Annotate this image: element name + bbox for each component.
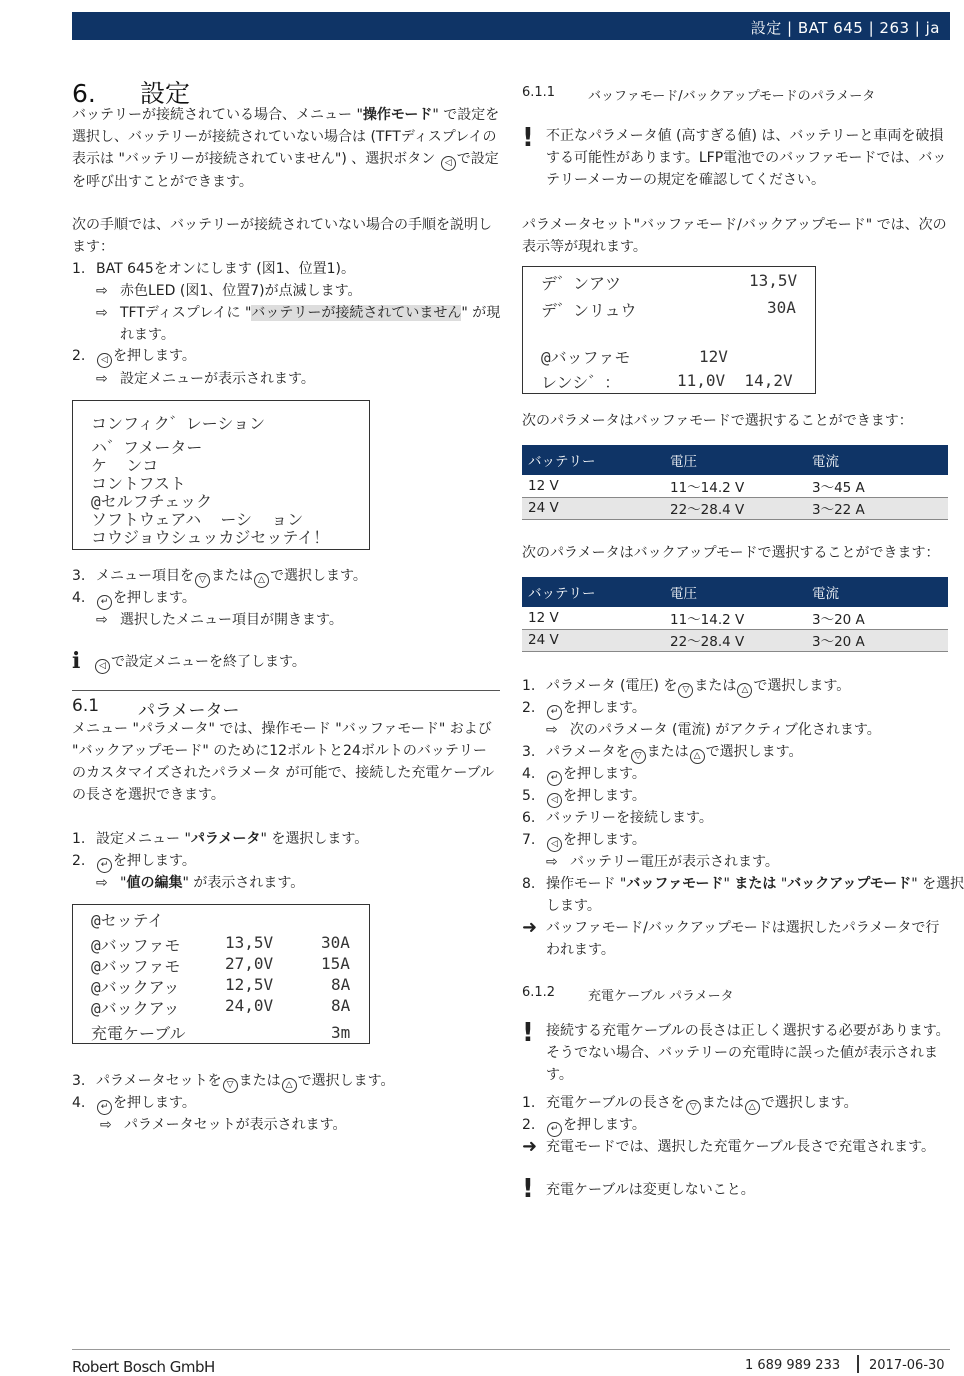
list-text-a: パラメータ (電圧) を <box>546 678 678 694</box>
list-text-bold: または <box>734 876 777 892</box>
left-button-icon: ◁ <box>97 353 112 368</box>
intro-bold: 操作モード <box>362 107 433 123</box>
subsection-heading <box>72 696 500 720</box>
table-header: 電流 <box>806 445 948 475</box>
table-cell: 3～20 A <box>806 629 948 651</box>
warning-text: 充電ケーブルは変更しないこと。 <box>546 1182 755 1198</box>
list-text-g: " を選択 <box>911 876 964 892</box>
lcd-parameter-list <box>72 904 370 1044</box>
subsection-number: 6.1 <box>72 696 100 716</box>
list-text-main: を押します。 <box>113 348 196 364</box>
list-text-bold: パラメータ <box>190 831 261 847</box>
footer-docnum: 1 689 989 233 <box>745 1358 841 1373</box>
warning-note <box>522 1176 950 1204</box>
list-text-a: パラメータを <box>546 744 630 760</box>
subsection-number: 6.1.1 <box>522 85 556 100</box>
list-text <box>96 850 196 873</box>
table-cell: 24 V <box>522 497 664 519</box>
down-button-icon: ▽ <box>223 1078 238 1093</box>
list-text-bold: バックアップモード <box>787 876 912 892</box>
subsection-heading <box>522 85 950 105</box>
list-text-main: を押します。 <box>113 590 196 606</box>
info-text-main: で設定メニューを終了します。 <box>111 654 306 670</box>
list-number: 2. <box>522 700 536 716</box>
lcd-cell: @バッファモ <box>91 936 181 955</box>
table-cell: 11～14.2 V <box>664 607 806 629</box>
list-text-main: を押します。 <box>563 766 646 782</box>
lcd-cell: 12V <box>699 347 728 366</box>
table-cell: 3～20 A <box>806 607 948 629</box>
list-text-main: を押します。 <box>563 788 646 804</box>
lcd-line: @セルフチェック <box>91 492 213 511</box>
arrow-icon: ⇨ <box>96 875 108 891</box>
intro-text-b: " で設定を選択し、バッテリーが接続されていない場合は (TFTディスプレイの表示は "バッテリーが接続されていません") 、選択ボタン <box>72 107 500 167</box>
lcd-cell: 3m <box>331 1023 351 1042</box>
list-number: 4. <box>72 1095 86 1111</box>
list-text <box>96 345 196 368</box>
list-text-bold: バッファモード <box>626 876 724 892</box>
enter-button-icon: ↵ <box>547 705 562 720</box>
list-text-c: で選択します。 <box>753 678 851 694</box>
intro-paragraph <box>72 104 500 193</box>
table-header-row <box>522 445 948 475</box>
list-number: 2. <box>72 348 86 364</box>
lcd-config-menu <box>72 400 370 550</box>
list-number: 3. <box>72 1073 86 1089</box>
lcd-line: コンフィク゛レーション <box>91 414 266 433</box>
list-text <box>546 785 646 808</box>
result-text: バッテリー電圧が表示されます。 <box>570 854 779 870</box>
lcd-line: コントフスト <box>91 474 186 493</box>
list-text-e: " <box>776 876 788 892</box>
result-text: 選択したメニュー項目が開きます。 <box>120 612 343 628</box>
arrow-icon: ⇨ <box>100 1117 112 1133</box>
up-button-icon: △ <box>690 749 705 764</box>
arrow-icon: ⇨ <box>96 283 108 299</box>
list-number: 3. <box>72 568 86 584</box>
lcd-cell: 30A <box>321 933 350 952</box>
result-note-text: バッファモード/バックアップモードは選択したパラメータで行われます。 <box>546 920 940 958</box>
enter-button-icon: ↵ <box>547 1122 562 1137</box>
lcd-cell: レンシ゛： <box>541 373 621 392</box>
list-text-b: または <box>694 678 737 694</box>
backup-parameter-table <box>522 577 948 652</box>
subsection-paragraph: メニュー "パラメータ" では、操作モード "バッファモード" および "バックアップモード" のために12ボルトと24ボルトのバッテリーのカスタマイズされたパラメータ が可能で、接続した充電ケーブルの長さを選択できます。 <box>72 721 495 803</box>
list-text-b: または <box>701 1095 744 1111</box>
table-cell: 11～14.2 V <box>664 475 806 497</box>
lcd-cell: 充電ケーブル <box>91 1024 186 1043</box>
enter-button-icon: ↵ <box>97 858 112 873</box>
subsection-heading <box>522 985 950 1005</box>
lcd-line: コウジョウシュッカジセッテイ！ <box>91 528 330 547</box>
warning-note <box>522 1018 950 1083</box>
lcd-cell: 27,0V <box>225 954 274 973</box>
subsection-title: 充電ケーブル パラメータ <box>588 989 734 1004</box>
warning-icon: ! <box>522 1018 534 1048</box>
result-note-text: 充電モードでは、選択した充電ケーブル長さで充電されます。 <box>546 1139 936 1155</box>
result-text: れます。 <box>120 327 175 343</box>
list-text <box>546 829 646 852</box>
table-cell: 22～28.4 V <box>664 497 806 519</box>
down-button-icon: ▽ <box>686 1100 701 1115</box>
list-text-b: または <box>211 568 253 584</box>
result-text <box>120 872 304 894</box>
footer-separator <box>857 1355 859 1373</box>
result-text-b: " が現 <box>461 305 501 321</box>
info-text <box>94 651 306 674</box>
table-cell: 3～22 A <box>806 497 948 519</box>
warning-icon: ! <box>522 1174 534 1204</box>
buffer-table-intro: 次のパラメータはバッファモードで選択することができます： <box>522 413 913 429</box>
lcd-cell: 15A <box>321 954 350 973</box>
lcd-line: ケ ンコ <box>91 456 159 475</box>
warning-icon: ! <box>522 123 534 153</box>
lcd-cell: @バッファモ <box>91 957 181 976</box>
lcd-cell: @バックアッ <box>91 978 180 997</box>
list-number: 7. <box>522 832 536 848</box>
subsection-number: 6.1.2 <box>522 985 556 1000</box>
arrow-icon: ⇨ <box>546 854 558 870</box>
list-number: 5. <box>522 788 536 804</box>
result-text: パラメータセットが表示されます。 <box>124 1117 347 1133</box>
info-note <box>72 648 500 674</box>
paramset-paragraph: パラメータセット"バッファモード/バックアップモード" では、次の表示等が現れます。 <box>522 217 947 255</box>
lcd-paramset <box>522 266 816 394</box>
footer-date: 2017-06-30 <box>869 1358 945 1373</box>
lcd-line: ソフトウェアハ ーシ ョン <box>91 510 304 529</box>
list-text-b: または <box>646 744 689 760</box>
warning-text: 接続する充電ケーブルの長さは正しく選択する必要があります。そうでない場合、バッテリーの充電時に誤った値が表示されます。 <box>546 1023 950 1083</box>
list-text-a: 操作モード " <box>546 876 627 892</box>
list-text-b: または <box>238 1073 281 1089</box>
down-button-icon: ▽ <box>195 573 210 588</box>
list-text: します。 <box>546 898 601 914</box>
section-divider <box>72 690 500 691</box>
up-button-icon: △ <box>737 683 752 698</box>
lcd-cell: 8A <box>331 975 351 994</box>
list-text <box>96 828 368 850</box>
enter-button-icon: ↵ <box>97 595 112 610</box>
result-note <box>522 1136 950 1158</box>
list-text-a: メニュー項目を <box>96 568 194 584</box>
list-text <box>546 1092 858 1115</box>
down-button-icon: ▽ <box>631 749 646 764</box>
table-header: バッテリー <box>522 445 664 475</box>
table-header: バッテリー <box>522 577 664 607</box>
lcd-cell: 13,5V <box>749 271 798 290</box>
list-text <box>546 763 646 786</box>
list-number: 2. <box>72 853 86 869</box>
table-header: 電流 <box>806 577 948 607</box>
result-note <box>522 917 950 961</box>
list-text <box>546 741 802 764</box>
page-header-bar <box>72 12 950 40</box>
buffer-parameter-table <box>522 445 948 520</box>
list-number: 8. <box>522 876 536 892</box>
subsection-title: パラメーター <box>138 701 240 721</box>
table-cell: 22～28.4 V <box>664 629 806 651</box>
intro-text-c: で設定を呼び出すことができます。 <box>72 151 499 190</box>
backup-table-intro: 次のパラメータはバックアップモードで選択することができます： <box>522 545 940 561</box>
left-button-icon: ◁ <box>547 793 562 808</box>
result-text: 設定メニューが表示されます。 <box>120 371 315 387</box>
list-number: 1. <box>72 261 86 277</box>
result-text-a: TFTディスプレイに " <box>120 305 252 321</box>
table-cell: 12 V <box>522 475 664 497</box>
lcd-cell: デ゛ンリュウ <box>541 301 637 320</box>
arrow-icon: ⇨ <box>96 371 108 387</box>
list-number: 1. <box>522 1095 536 1111</box>
list-text-c: で選択します。 <box>297 1073 395 1089</box>
table-header: 電圧 <box>664 577 806 607</box>
result-text <box>120 302 500 324</box>
list-text: BAT 645をオンにします (図1、位置1)。 <box>96 261 356 277</box>
list-text <box>546 1114 646 1137</box>
list-text-main: を押します。 <box>563 832 646 848</box>
table-header: 電圧 <box>664 445 806 475</box>
arrow-icon: ⇨ <box>96 305 108 321</box>
result-text-a: " <box>120 875 127 891</box>
lcd-cell: 12,5V <box>225 975 274 994</box>
warning-text: 不正なパラメータ値 (高すぎる値) は、バッテリーと車両を破損する可能性があります。LFP電池でのバッファモードでは、バッテリーメーカーの規定を確認してください。 <box>546 128 947 188</box>
arrow-icon: ⇨ <box>96 612 108 628</box>
list-text <box>96 1092 196 1115</box>
list-text-c: " <box>723 876 735 892</box>
page-header-text: 設定 | BAT 645 | 263 | ja <box>750 19 940 37</box>
list-text-c: で選択します。 <box>705 744 803 760</box>
warning-note <box>522 125 950 191</box>
list-text-main: を押します。 <box>563 700 646 716</box>
lcd-cell: @セッテイ <box>91 911 164 930</box>
result-text-bold: 値の編集 <box>126 875 183 891</box>
left-button-icon: ◁ <box>441 156 456 171</box>
list-number: 1. <box>522 678 536 694</box>
list-text-a: 充電ケーブルの長さを <box>546 1095 685 1111</box>
result-text: 赤色LED (図1、位置7)が点滅します。 <box>120 283 362 299</box>
left-button-icon: ◁ <box>95 659 110 674</box>
highlighted-text: バッテリーが接続されていません <box>251 305 462 321</box>
lcd-cell: @バッファモ <box>541 348 631 367</box>
list-text <box>96 1070 394 1093</box>
lcd-line: ハ゛フメーター <box>91 438 203 457</box>
table-row <box>522 607 948 629</box>
result-arrow-icon: ➜ <box>522 917 538 938</box>
result-text-c: " が表示されます。 <box>182 875 305 891</box>
list-number: 3. <box>522 744 536 760</box>
enter-button-icon: ↵ <box>547 771 562 786</box>
table-header-row <box>522 577 948 607</box>
lcd-cell: 8A <box>331 996 351 1015</box>
list-number: 4. <box>72 590 86 606</box>
list-text <box>96 587 196 610</box>
list-number: 2. <box>522 1117 536 1133</box>
lcd-cell: 30A <box>767 298 796 317</box>
up-button-icon: △ <box>254 573 269 588</box>
info-icon: i <box>72 648 81 674</box>
list-text: バッテリーを接続します。 <box>546 810 713 826</box>
table-row <box>522 475 948 497</box>
list-text-a: パラメータセットを <box>96 1073 222 1089</box>
table-cell: 12 V <box>522 607 664 629</box>
table-cell: 3～45 A <box>806 475 948 497</box>
down-button-icon: ▽ <box>678 683 693 698</box>
up-button-icon: △ <box>745 1100 760 1115</box>
list-text-a: 設定メニュー " <box>96 831 191 847</box>
procedure-intro: 次の手順では、バッテリーが接続されていない場合の手順を説明します： <box>72 217 492 255</box>
list-text <box>546 873 964 895</box>
list-number: 6. <box>522 810 536 826</box>
intro-text-a: バッテリーが接続されている場合、メニュー " <box>72 107 363 123</box>
arrow-icon: ⇨ <box>546 722 558 738</box>
list-text-c: で選択します。 <box>760 1095 858 1111</box>
left-button-icon: ◁ <box>547 837 562 852</box>
list-number: 4. <box>522 766 536 782</box>
list-text <box>96 565 367 588</box>
enter-button-icon: ↵ <box>97 1100 112 1115</box>
list-text-main: を押します。 <box>113 853 196 869</box>
list-text-c: で選択します。 <box>270 568 367 584</box>
list-text <box>546 675 850 698</box>
footer-rule <box>72 1349 950 1350</box>
list-text-c: " を選択します。 <box>260 831 369 847</box>
up-button-icon: △ <box>282 1078 297 1093</box>
lcd-cell: @バックアッ <box>91 999 180 1018</box>
lcd-cell: 24,0V <box>225 996 274 1015</box>
table-cell: 24 V <box>522 629 664 651</box>
section-title-text: 設定 <box>140 79 191 108</box>
list-text <box>546 697 646 720</box>
result-text: 次のパラメータ (電流) がアクティブ化されます。 <box>570 722 881 738</box>
list-text-main: を押します。 <box>563 1117 646 1133</box>
lcd-cell: デ゛ンアツ <box>541 274 622 293</box>
subsection-title: バッファモード/バックアップモードのパラメータ <box>588 89 876 104</box>
list-text-main: を押します。 <box>113 1095 196 1111</box>
footer-company: Robert Bosch GmbH <box>72 1358 215 1376</box>
lcd-cell: 13,5V <box>225 933 274 952</box>
lcd-cell: 11,0V 14,2V <box>677 371 793 390</box>
section-number: 6. <box>72 79 96 108</box>
list-number: 1. <box>72 831 86 847</box>
table-row <box>522 629 948 651</box>
result-arrow-icon: ➜ <box>522 1136 538 1157</box>
table-row <box>522 497 948 519</box>
